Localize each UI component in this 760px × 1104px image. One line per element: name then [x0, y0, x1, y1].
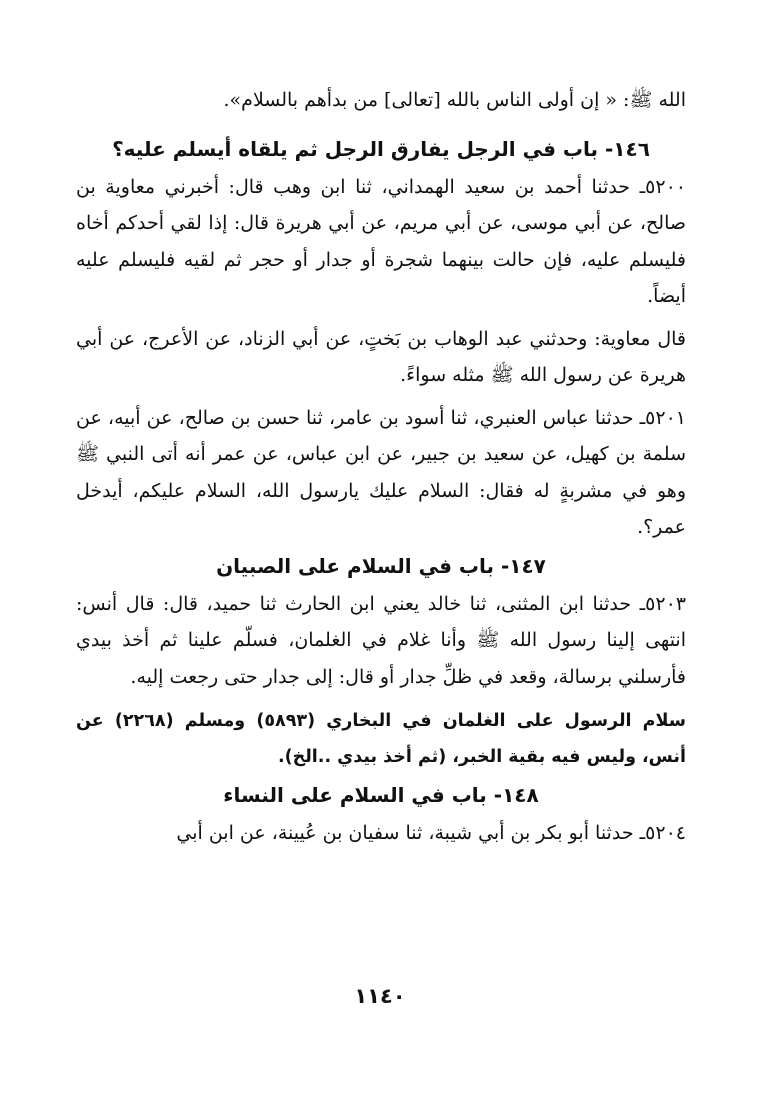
hadith-paragraph: ٥٢٠٣ـ حدثنا ابن المثنى، ثنا خالد يعني ابن الحارث ثنا حميد، قال: قال أنس: انتهى إلينا رسول الله ﷺ وأنا غلام في الغلمان، فسلّم علينا ثم أخذ بيدي فأرسلني برسالة، وقعد في ظلِّ جدار أو قال: إلى جدار حتى رجعت إليه.: [76, 592, 686, 688]
section-heading: ١٤٦- باب في الرجل يفارق الرجل ثم يلقاه أيسلم عليه؟: [112, 136, 650, 161]
page-body: [76, 82, 686, 852]
section-146: [76, 129, 686, 546]
section-147: [76, 546, 686, 776]
section-148: [76, 775, 686, 852]
hadith-paragraph: ٥٢٠٠ـ حدثنا أحمد بن سعيد الهمداني، ثنا ابن وهب قال: أخبرني معاوية بن صالح، عن أبي موسى، عن أبي مريم، عن أبي هريرة قال: إذا لقي أحدكم أخاه فليسلم عليه، فإن حالت بينهما شجرة أو جدار أو حجر ثم لقيه فليسلم عليه أيضاً.: [76, 175, 686, 307]
hadith-paragraph: قال معاوية: وحدثني عبد الوهاب بن بَختٍ، عن أبي الزناد، عن الأعرج، عن أبي هريرة عن رسول الله ﷺ مثله سواءً.: [76, 327, 686, 386]
opening-line: الله ﷺ: « إن أولى الناس بالله [تعالى] من بدأهم بالسلام».: [223, 89, 686, 111]
hadith-paragraph: ٥٢٠١ـ حدثنا عباس العنبري، ثنا أسود بن عامر، ثنا حسن بن صالح، عن أبيه، عن سلمة بن كهيل، عن سعيد بن جبير، عن ابن عباس، عن عمر أنه أتى النبي ﷺ وهو في مشربةٍ له فقال: السلام عليك يارسول الله، السلام عليكم، أيدخل عمر؟.: [76, 406, 686, 538]
section-heading: ١٤٨- باب في السلام على النساء: [223, 783, 539, 807]
hadith-paragraph: ٥٢٠٤ـ حدثنا أبو بكر بن أبي شيبة، ثنا سفيان بن عُيينة، عن ابن أبي: [176, 822, 686, 844]
takhrij-note: سلام الرسول على الغلمان في البخاري (٥٨٩٣) ومسلم (٢٢٦٨) عن أنس، وليس فيه بقية الخبر، (ثم أخذ بيدي ..الخ).: [76, 711, 686, 767]
page-number: ١١٤٠: [354, 984, 406, 1008]
section-heading: ١٤٧- باب في السلام على الصبيان: [216, 553, 546, 578]
